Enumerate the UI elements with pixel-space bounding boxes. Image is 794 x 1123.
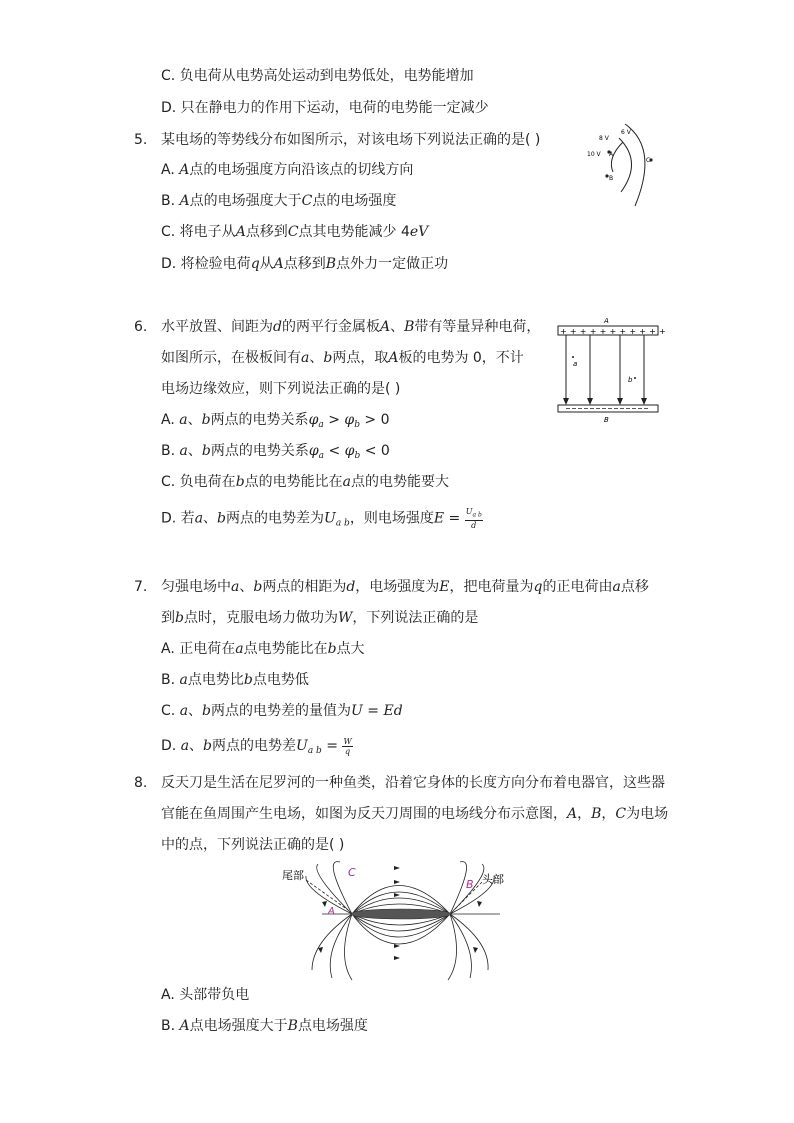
q5-stem: 某电场的等势线分布如图所示，对该电场下列说法正确的是( ) bbox=[161, 132, 541, 148]
q5-option-b: B. A点的电场强度大于C点的电场强度 bbox=[161, 193, 397, 209]
label-c: C bbox=[646, 157, 651, 164]
label-6v: 6 V bbox=[621, 129, 631, 136]
q8-fish-field-figure bbox=[282, 862, 512, 982]
q5-option-a: A. A点的电场强度方向沿该点的切线方向 bbox=[161, 162, 414, 178]
label-b: B bbox=[609, 175, 614, 182]
q8-option-a: A. 头部带负电 bbox=[161, 987, 250, 1003]
q7-option-d: D. a、b两点的电势差$U_{a b}$ = $\frac{W}{q}$ bbox=[161, 736, 352, 756]
q6-option-b: B. a、b两点的电势关系$\varphi_a < \varphi_b < 0$ bbox=[161, 443, 390, 461]
q6-number: 6. bbox=[134, 319, 148, 335]
q5-option-c: C. 将电子从A点移到C点其电势能减少 4eV bbox=[161, 224, 429, 240]
q7-option-c: C. a、b两点的电势差的量值为U = Ed bbox=[161, 703, 403, 719]
q6-line2: 如图所示，在极板间有a、b两点，取A板的电势为 0，不计 bbox=[161, 350, 524, 366]
q7-option-a: A. 正电荷在a点电势能比在b点大 bbox=[161, 641, 365, 657]
plate-b-label: B bbox=[604, 416, 609, 424]
q7-line2: 到b点时，克服电场力做功为W，下列说法正确的是 bbox=[161, 610, 479, 626]
q7-number: 7. bbox=[134, 579, 148, 595]
label-10v: 10 V bbox=[587, 151, 601, 158]
q4-option-c: C. 负电荷从电势高处运动到电势低处，电势能增加 bbox=[161, 68, 474, 84]
tail-label: 尾部 bbox=[282, 869, 304, 882]
q6-option-d: D. 若a、b两点的电势差为$U_{a b}$，则电场强度E = $\frac{U_{a b}}{d}$ bbox=[161, 507, 482, 530]
q7-option-b: B. a点电势比b点电势低 bbox=[161, 672, 309, 688]
q8-line3: 中的点，下列说法正确的是( ) bbox=[161, 837, 345, 853]
label-a: A bbox=[609, 151, 614, 158]
q6-option-c: C. 负电荷在b点的电势能比在a点的电势能要大 bbox=[161, 474, 450, 490]
q5-option-d: D. 将检验电荷q从A点移到B点外力一定做正功 bbox=[161, 256, 449, 272]
point-c-label: C bbox=[348, 866, 356, 879]
q6-option-a: A. a、b两点的电势关系$\varphi_a > \varphi_b > 0$ bbox=[161, 412, 390, 430]
label-8v: 8 V bbox=[599, 135, 609, 142]
q5-number: 5. bbox=[134, 132, 148, 148]
head-label: 头部 bbox=[482, 873, 504, 886]
svg-text:+++++++++++: +++++++++++ bbox=[560, 327, 669, 336]
q6-parallel-plates-figure bbox=[556, 314, 669, 426]
q8-line2: 官能在鱼周围产生电场，如图为反天刀周围的电场线分布示意图，A，B，C为电场 bbox=[161, 806, 669, 822]
q6-line3: 电场边缘效应，则下列说法正确的是( ) bbox=[161, 381, 401, 397]
point-b-label: B bbox=[466, 878, 474, 891]
point-a-label: A bbox=[328, 906, 335, 917]
q8-line1: 反天刀是生活在尼罗河的一种鱼类，沿着它身体的长度方向分布着电器官，这些器 bbox=[161, 775, 665, 791]
q7-line1: 匀强电场中a、b两点的相距为d，电场强度为E，把电荷量为q的正电荷由a点移 bbox=[161, 579, 649, 595]
q8-number: 8. bbox=[134, 775, 148, 791]
point-b-label: b bbox=[628, 376, 633, 384]
q6-line1: 水平放置、间距为d的两平行金属板A、B带有等量异种电荷， bbox=[161, 319, 541, 335]
plate-a-label: A bbox=[604, 317, 609, 325]
q8-option-b: B. A点电场强度大于B点电场强度 bbox=[161, 1018, 368, 1034]
point-a-label: a bbox=[573, 360, 578, 368]
q5-equipotential-figure bbox=[585, 118, 665, 208]
q4-option-d: D. 只在静电力的作用下运动，电荷的电势能一定减少 bbox=[161, 100, 489, 116]
